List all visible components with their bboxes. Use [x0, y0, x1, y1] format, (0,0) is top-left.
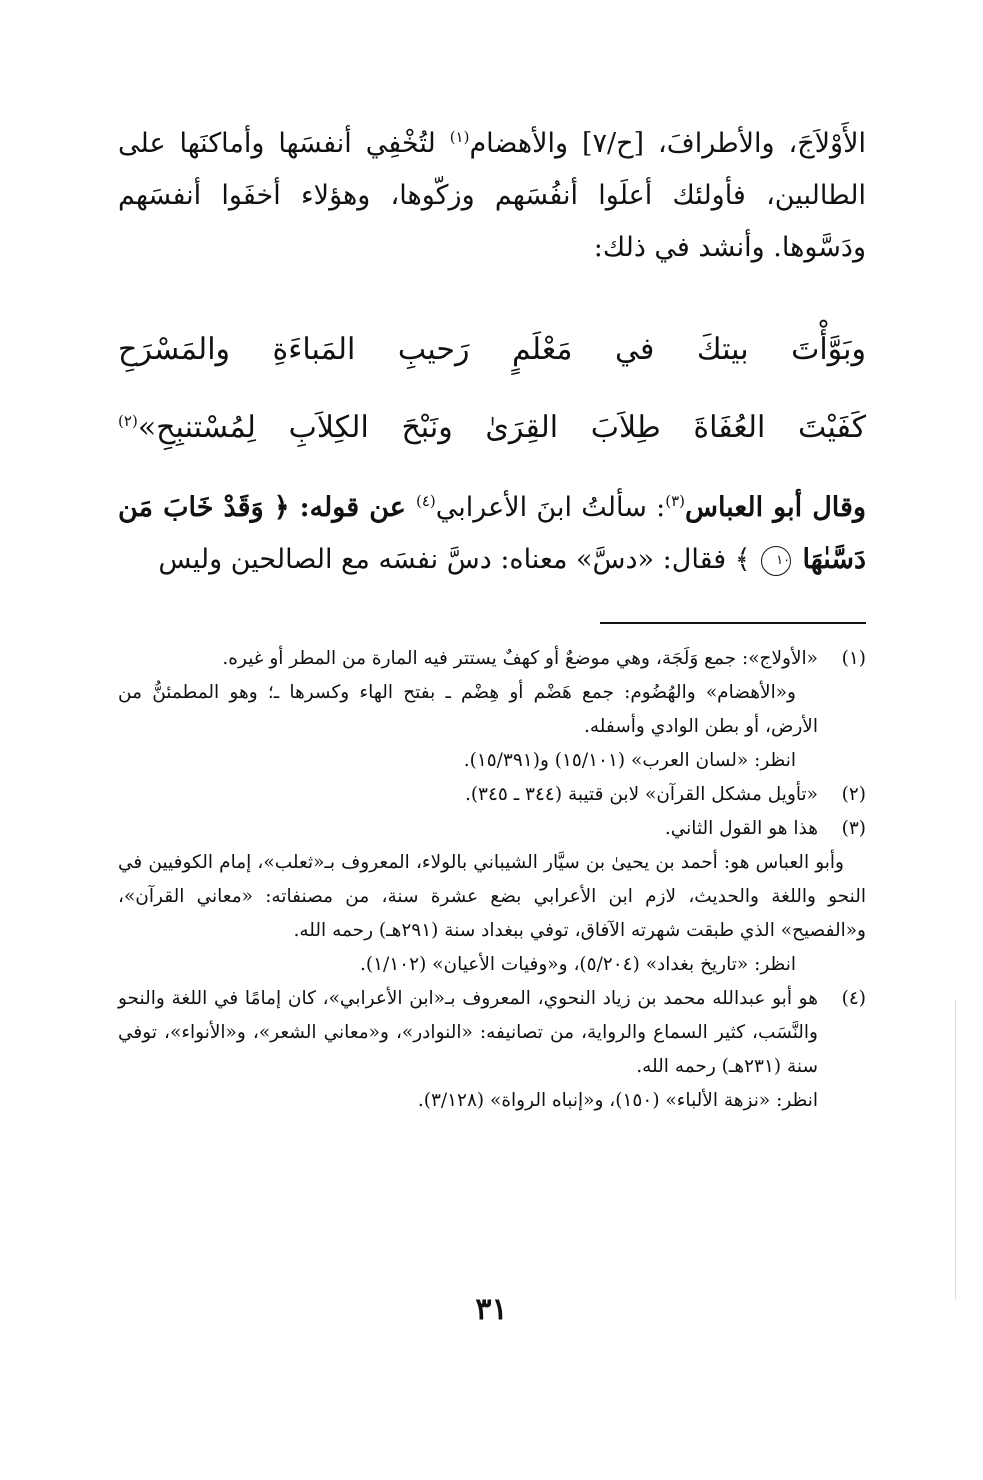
- text-run: ﴾ فقال: «دسَّ» معناه: دسَّ نفسَه مع الصالحين وليس: [158, 544, 760, 575]
- verse-word: المَباءَةِ: [272, 332, 356, 367]
- verse-word: مَعْلَمٍ: [511, 332, 573, 367]
- text-run: : سألتُ ابنَ الأعرابي: [435, 492, 666, 523]
- footnote-4: [118, 982, 866, 1118]
- main-text: [118, 118, 866, 274]
- footnote-number: (١): [841, 648, 866, 669]
- paragraph-1: [118, 118, 866, 274]
- footnote-ref-2: (٢): [118, 412, 138, 430]
- verse-word: بيتكَ: [696, 332, 749, 367]
- verse-word: ونَبْحَ: [401, 410, 453, 445]
- footnote-1: [118, 642, 866, 778]
- footnote-ref-3: (٣): [665, 492, 685, 510]
- verse-word: القِرَىٰ: [485, 410, 559, 445]
- footnote-ref-4: (٤): [415, 492, 436, 510]
- paragraph-2: [118, 482, 866, 586]
- verse-line-1: [118, 330, 866, 370]
- text-run: لتُخْفِي أنفسَها وأماكنَها على الطالبين، فأولئك أعلَوا أنفُسَهم وزكّوها، وهؤلاء أخفَوا أنفسَهم ودَسَّوها. وأنشد في ذلك:: [118, 128, 866, 263]
- footnote-citation: انظر: «نزهة الألباء» (١٥٠)، و«إنباه الرواة» (٣/١٢٨).: [417, 1090, 818, 1111]
- footnote-citation: انظر: «تاريخ بغداد» (٥/٢٠٤)، و«وفيات الأعيان» (١/١٠٢).: [359, 954, 796, 975]
- footnote-number: (٣): [841, 818, 866, 839]
- verse-word: في: [614, 332, 655, 367]
- verse-word: [118, 408, 256, 448]
- scan-artifact: [955, 1000, 956, 1300]
- footnote-ref-1: (١): [449, 128, 470, 146]
- page-number: ٣١: [475, 1292, 508, 1327]
- footnote-text: «الأولاج»: جمع وَلَجَة، وهي موضعٌ أو كهفٌ يستتر فيه المارة من المطر أو غيره.: [222, 648, 818, 669]
- footnote-separator: [600, 622, 866, 624]
- footnote-text: «تأويل مشكل القرآن» لابن قتيبة (٣٤٤ ـ ٣٤٥).: [464, 784, 818, 805]
- verse-word: كَفَيْتَ: [798, 410, 866, 445]
- verse-word: الكِلاَبِ: [288, 410, 369, 445]
- footnote-citation: انظر: «لسان العرب» (١٥/١٠١) و(١٥/٣٩١).: [463, 750, 796, 771]
- footnote-text: هذا هو القول الثاني.: [664, 818, 818, 839]
- quote-paragraph: [118, 482, 866, 586]
- verse-word: طِلاَبَ: [590, 410, 661, 445]
- quran-quote: عن قوله: ﴿ وَقَدْ خَابَ مَن دَسَّىٰهَا: [118, 492, 866, 575]
- verse-line-2: [118, 408, 866, 448]
- verse-word-text: لِمُسْتنبِحِ»: [137, 410, 256, 445]
- footnote-text: هو أبو عبدالله محمد بن زياد النحوي، المعروف بـ«ابن الأعرابي»، كان إمامًا في اللغة والنحو والنَّسَب، كثير السماع والرواية، من تصانيفه: «النوادر»، و«معاني الشعر»، و«الأنواء»، توفي سنة (٢٣١هـ) رحمه الله.: [118, 988, 818, 1077]
- verse-word: العُفَاةَ: [693, 410, 766, 445]
- footnote-text: و«الأهضام» والهُضُوم: جمع هَضْم أو هِضْم ـ بفتح الهاء وكسرها ـ؛ وهو المطمئنُّ من الأرض، أو بطن الوادي وأسفله.: [118, 682, 818, 737]
- text-run: الأَوْلاَجَ، والأطرافَ، [ح/٧] والأهضام: [469, 128, 866, 159]
- footnotes: [118, 642, 866, 1118]
- verse-word: والمَسْرَحِ: [118, 332, 231, 367]
- footnote-2: [118, 778, 866, 812]
- footnote-text: وأبو العباس هو: أحمد بن يحيىٰ بن سيَّار الشيباني بالولاء، المعروف بـ«ثعلب»، إمام الكوفيين في النحو واللغة والحديث، لازم ابن الأعرابي بضع عشرة سنة، من مصنفاته: «معاني القرآن»، و«الفصيح» الذي طبقت شهرته الآفاق، توفي ببغداد سنة (٢٩١هـ) رحمه الله.: [118, 852, 866, 941]
- footnote-number: (٤): [841, 988, 866, 1009]
- ayah-number-icon: ١٠: [761, 546, 791, 576]
- footnote-3: [118, 812, 866, 982]
- speaker-name: وقال أبو العباس: [684, 492, 866, 523]
- verse-word: وبَوَّأْتَ: [791, 332, 866, 367]
- footnote-number: (٢): [841, 784, 866, 805]
- verse-word: رَحيبِ: [397, 332, 470, 367]
